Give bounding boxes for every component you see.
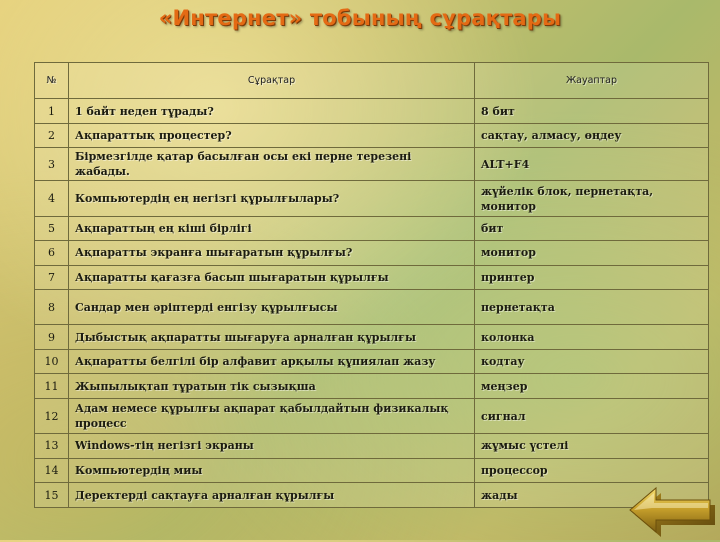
row-answer: жұмыс үстелі bbox=[475, 434, 709, 459]
row-number: 5 bbox=[35, 216, 69, 241]
row-question: Ақпараттың ең кіші бірлігі bbox=[69, 216, 475, 241]
table-row bbox=[35, 483, 709, 508]
row-question: Компьютердің ең негізгі құрылғылары? bbox=[69, 181, 475, 216]
table-row bbox=[35, 181, 709, 216]
left-arrow-icon bbox=[622, 482, 718, 538]
table-row bbox=[35, 349, 709, 374]
row-question: Ақпаратты экранға шығаратын құрылғы? bbox=[69, 241, 475, 266]
row-answer: кодтау bbox=[475, 349, 709, 374]
row-number: 7 bbox=[35, 265, 69, 290]
row-answer: 8 бит bbox=[475, 99, 709, 124]
row-question: Дыбыстық ақпаратты шығаруға арналған құрылғы bbox=[69, 325, 475, 350]
row-number: 13 bbox=[35, 434, 69, 459]
table-row bbox=[35, 241, 709, 266]
table-row bbox=[35, 265, 709, 290]
row-number: 9 bbox=[35, 325, 69, 350]
table-row bbox=[35, 216, 709, 241]
row-question: Ақпаратты белгілі бір алфавит арқылы құпиялап жазу bbox=[69, 349, 475, 374]
row-number: 12 bbox=[35, 399, 69, 434]
header-answers: Жауаптар bbox=[475, 63, 709, 99]
questions-table bbox=[34, 62, 709, 508]
row-question: Ақпараттық процестер? bbox=[69, 123, 475, 148]
row-number: 4 bbox=[35, 181, 69, 216]
row-number: 15 bbox=[35, 483, 69, 508]
table-row bbox=[35, 325, 709, 350]
row-number: 2 bbox=[35, 123, 69, 148]
row-answer: сигнал bbox=[475, 399, 709, 434]
row-answer: пернетақта bbox=[475, 290, 709, 325]
row-number: 1 bbox=[35, 99, 69, 124]
row-answer: сақтау, алмасу, өңдеу bbox=[475, 123, 709, 148]
slide-title: «Интернет» тобының сұрақтары bbox=[158, 6, 562, 30]
table-row bbox=[35, 123, 709, 148]
row-question: Бірмезгілде қатар басылған осы екі перне терезені жабады. bbox=[69, 148, 475, 181]
row-answer: бит bbox=[475, 216, 709, 241]
row-answer: жүйелік блок, пернетақта, монитор bbox=[475, 181, 709, 216]
header-questions: Сұрақтар bbox=[69, 63, 475, 99]
back-button[interactable] bbox=[622, 482, 718, 538]
row-number: 6 bbox=[35, 241, 69, 266]
row-question: Деректерді сақтауға арналған құрылғы bbox=[69, 483, 475, 508]
row-answer: жады bbox=[475, 483, 709, 508]
header-number: № bbox=[35, 63, 69, 99]
row-answer: колонка bbox=[475, 325, 709, 350]
row-number: 10 bbox=[35, 349, 69, 374]
row-question: 1 байт неден тұрады? bbox=[69, 99, 475, 124]
table-row bbox=[35, 374, 709, 399]
row-answer: ALT+F4 bbox=[475, 148, 709, 181]
table-row bbox=[35, 434, 709, 459]
row-number: 11 bbox=[35, 374, 69, 399]
row-question: Жыпылықтап тұратын тік сызықша bbox=[69, 374, 475, 399]
row-question: Windows-тің негізгі экраны bbox=[69, 434, 475, 459]
row-answer: меңзер bbox=[475, 374, 709, 399]
row-question: Ақпаратты қағазға басып шығаратын құрылғы bbox=[69, 265, 475, 290]
table-header-row bbox=[35, 63, 709, 99]
row-answer: принтер bbox=[475, 265, 709, 290]
row-number: 3 bbox=[35, 148, 69, 181]
row-question: Адам немесе құрылғы ақпарат қабылдайтын физикалық процесс bbox=[69, 399, 475, 434]
table-row bbox=[35, 290, 709, 325]
table-row bbox=[35, 148, 709, 181]
row-number: 8 bbox=[35, 290, 69, 325]
row-question: Компьютердің миы bbox=[69, 458, 475, 483]
row-answer: монитор bbox=[475, 241, 709, 266]
table-row bbox=[35, 399, 709, 434]
row-number: 14 bbox=[35, 458, 69, 483]
table-row bbox=[35, 99, 709, 124]
row-answer: процессор bbox=[475, 458, 709, 483]
row-question: Сандар мен әріптерді енгізу құрылғысы bbox=[69, 290, 475, 325]
table-row bbox=[35, 458, 709, 483]
